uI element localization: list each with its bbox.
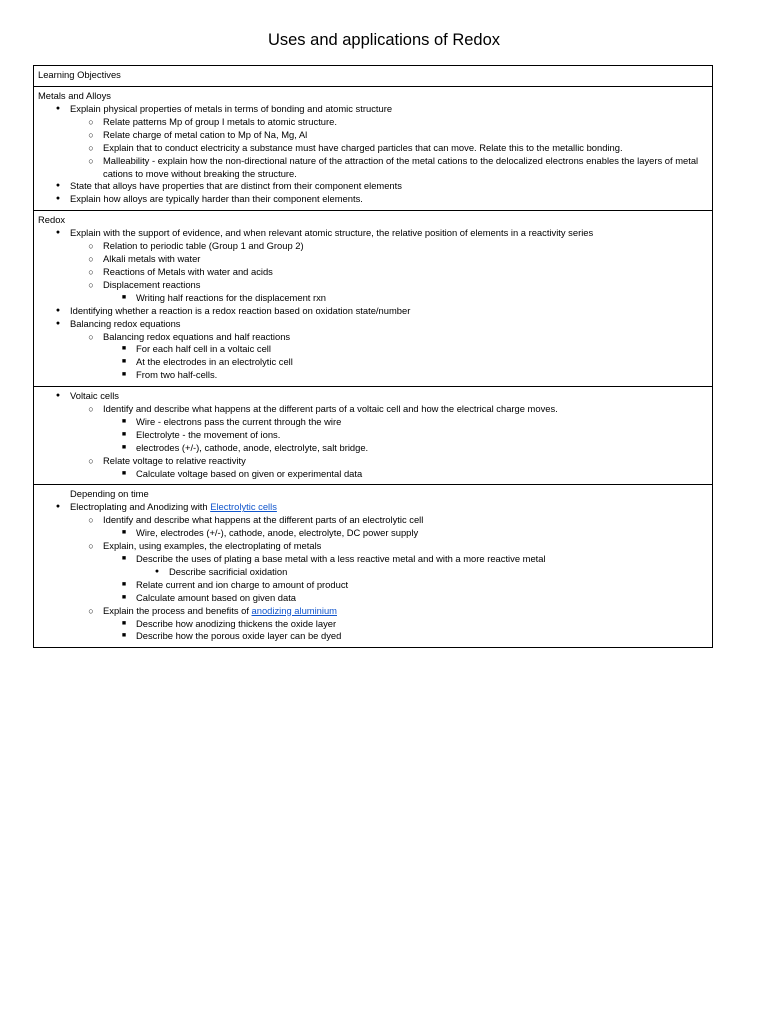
list-item: ■ electrodes (+/-), cathode, anode, electrolyte, salt bridge. — [38, 442, 712, 455]
circle-bullet-icon: ○ — [88, 455, 94, 466]
learning-objectives-table — [33, 65, 713, 648]
disc-bullet-icon: ● — [55, 319, 61, 327]
section-metals-and-alloys — [34, 86, 712, 210]
anodizing-aluminium-link[interactable]: anodizing aluminium — [251, 604, 337, 616]
circle-bullet-icon: ○ — [88, 541, 94, 552]
square-bullet-icon: ■ — [121, 593, 127, 601]
square-bullet-icon: ■ — [121, 632, 127, 640]
list-item: ○ Relate voltage to relative reactivity — [38, 455, 712, 468]
circle-bullet-icon: ○ — [88, 155, 94, 166]
circle-bullet-icon: ○ — [88, 241, 94, 252]
circle-bullet-icon: ○ — [88, 266, 94, 277]
list-item: ● Voltaic cells — [38, 390, 712, 403]
list-item: ■ At the electrodes in an electrolytic cell — [38, 356, 712, 369]
square-bullet-icon: ■ — [121, 619, 127, 627]
list-item: ○ Explain that to conduct electricity a substance must have charged particles that can move. Relate this to the metallic bonding. — [38, 142, 712, 155]
disc-bullet-icon: ● — [55, 503, 61, 511]
circle-bullet-icon: ○ — [88, 515, 94, 526]
circle-bullet-icon: ○ — [88, 142, 94, 153]
list-item: ■ Describe how the porous oxide layer can be dyed — [38, 630, 712, 643]
square-bullet-icon: ■ — [121, 529, 127, 537]
square-bullet-icon: ■ — [121, 430, 127, 438]
electrolytic-cells-link[interactable]: Electrolytic cells — [210, 501, 277, 513]
list-item: ● Explain how alloys are typically harder than their component elements. — [38, 193, 712, 206]
list-item: ■ Describe how anodizing thickens the oxide layer — [38, 618, 712, 631]
list-item: ○ Relate patterns Mp of group I metals to atomic structure. — [38, 116, 712, 129]
square-bullet-icon: ■ — [121, 358, 127, 366]
list-item: ○ Displacement reactions — [38, 279, 712, 292]
list-item: ■ Wire - electrons pass the current through the wire — [38, 416, 712, 429]
list-item: ○ Malleability - explain how the non-directional nature of the attraction of the metal cations to the delocalized electrons enables the layers of metal cations to move without breaking the structure. — [38, 155, 712, 181]
section-voltaic-cells — [34, 386, 712, 484]
circle-bullet-icon: ○ — [88, 331, 94, 342]
list-item: ○ Relate charge of metal cation to Mp of Na, Mg, Al — [38, 129, 712, 142]
page-title: Uses and applications of Redox — [267, 31, 501, 49]
circle-bullet-icon: ○ — [88, 404, 94, 415]
list-item: ○ Explain the process and benefits of anodizing aluminium — [38, 605, 712, 618]
circle-bullet-icon: ○ — [88, 279, 94, 290]
list-item: ■ Relate current and ion charge to amount of product — [38, 579, 712, 592]
list-item: ○ Reactions of Metals with water and acids — [38, 266, 712, 279]
list-item: ○ Identify and describe what happens at the different parts of a voltaic cell and how the electrical charge moves. — [38, 403, 712, 416]
section-heading: Redox — [38, 214, 66, 226]
square-bullet-icon: ■ — [121, 469, 127, 477]
section-heading: Metals and Alloys — [38, 90, 111, 101]
list-item: ○ Alkali metals with water — [38, 253, 712, 266]
table-header-label: Learning Objectives — [38, 69, 121, 80]
list-item: ■ Wire, electrodes (+/-), cathode, anode, electrolyte, DC power supply — [38, 527, 712, 540]
list-item: ■ From two half-cells. — [38, 369, 712, 382]
disc-bullet-icon: ● — [55, 105, 61, 112]
list-item: ● Describe sacrificial oxidation — [38, 566, 712, 579]
square-bullet-icon: ■ — [121, 443, 127, 451]
list-item: ● Electroplating and Anodizing with Electrolytic cells — [38, 501, 712, 514]
list-item: ● Identifying whether a reaction is a redox reaction based on oxidation state/number — [38, 305, 712, 318]
table-header-row — [34, 66, 712, 86]
disc-bullet-icon: ● — [55, 182, 61, 190]
list-item: ■ Describe the uses of plating a base metal with a less reactive metal and with a more reactive metal — [38, 553, 712, 566]
circle-bullet-icon: ○ — [88, 254, 94, 265]
disc-bullet-icon: ● — [55, 306, 61, 314]
disc-bullet-icon: ● — [55, 229, 61, 237]
list-item: ○ Relation to periodic table (Group 1 and Group 2) — [38, 240, 712, 253]
section-electroplating — [34, 484, 712, 647]
list-item: ● Explain with the support of evidence, and when relevant atomic structure, the relative position of elements in a reactivity series — [38, 227, 712, 240]
list-item: ■ Calculate amount based on given data — [38, 592, 712, 605]
list-item: ● Explain physical properties of metals in terms of bonding and atomic structure — [38, 103, 712, 116]
list-item: ○ Balancing redox equations and half reactions — [38, 331, 712, 344]
circle-bullet-icon: ○ — [88, 605, 94, 616]
circle-bullet-icon: ○ — [88, 116, 94, 127]
square-bullet-icon: ■ — [121, 417, 127, 425]
square-bullet-icon: ■ — [121, 371, 127, 379]
depending-on-time-note: Depending on time — [70, 488, 149, 500]
list-item: ■ Electrolyte - the movement of ions. — [38, 429, 712, 442]
section-redox — [34, 210, 712, 386]
list-item: ○ Explain, using examples, the electroplating of metals — [38, 540, 712, 553]
list-item: ■ For each half cell in a voltaic cell — [38, 343, 712, 356]
list-item: ■ Calculate voltage based on given or experimental data — [38, 468, 712, 481]
list-item: ● Balancing redox equations — [38, 318, 712, 331]
circle-bullet-icon: ○ — [88, 129, 94, 140]
list-item: ● State that alloys have properties that are distinct from their component elements — [38, 180, 712, 193]
square-bullet-icon: ■ — [121, 345, 127, 353]
disc-bullet-icon: ● — [154, 567, 160, 575]
square-bullet-icon: ■ — [121, 293, 127, 301]
square-bullet-icon: ■ — [121, 580, 127, 588]
list-item: ■ Writing half reactions for the displacement rxn — [38, 292, 712, 305]
list-item: ○ Identify and describe what happens at the different parts of an electrolytic cell — [38, 514, 712, 527]
disc-bullet-icon: ● — [55, 392, 61, 400]
square-bullet-icon: ■ — [121, 555, 127, 562]
disc-bullet-icon: ● — [55, 195, 61, 203]
